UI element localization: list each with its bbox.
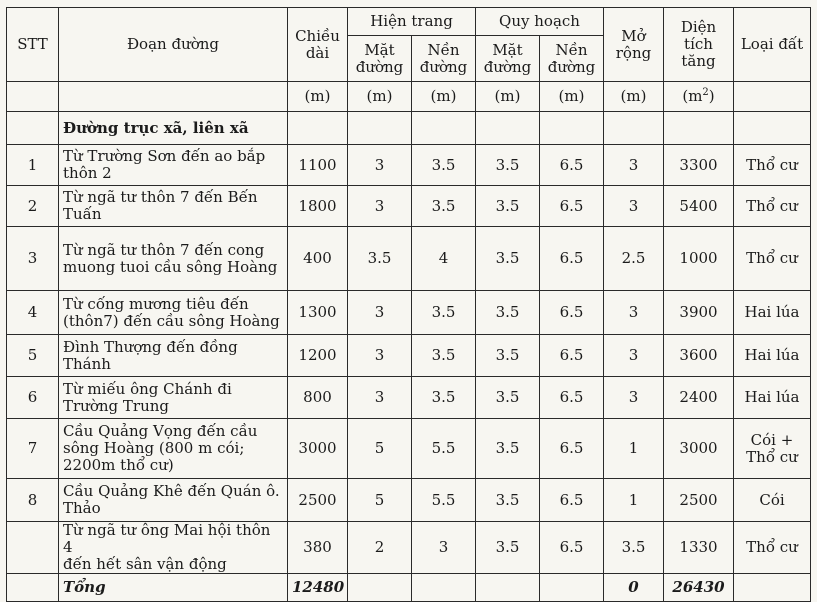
row-route: Từ cống mương tiêu đến (thôn7) đến cầu sông Hoàng — [59, 291, 288, 335]
row-current-surface: 3 — [348, 335, 412, 377]
unit-widen: (m) — [604, 82, 664, 112]
row-route: Từ miếu ông Chánh đi Trường Trung — [59, 377, 288, 419]
row-widen: 1 — [604, 479, 664, 522]
row-length: 3000 — [288, 419, 348, 479]
row-landtype: Thổ cư — [734, 145, 811, 186]
row-widen: 3 — [604, 145, 664, 186]
row-stt: 7 — [7, 419, 59, 479]
header-planning: Quy hoạch — [476, 8, 604, 36]
unit-current-base: (m) — [412, 82, 476, 112]
row-current-base: 3 — [412, 522, 476, 574]
row-current-surface: 5 — [348, 419, 412, 479]
table-row — [7, 186, 811, 227]
road-planning-table — [6, 7, 811, 602]
row-stt: 3 — [7, 227, 59, 291]
row-plan-base: 6.5 — [540, 419, 604, 479]
row-landtype: Hai lúa — [734, 377, 811, 419]
table-row — [7, 335, 811, 377]
total-length: 12480 — [288, 574, 348, 602]
row-plan-base: 6.5 — [540, 522, 604, 574]
row-current-base: 3.5 — [412, 186, 476, 227]
row-route: Từ ngã tư ông Mai hội thôn 4 đến hết sân vận động — [59, 522, 288, 574]
row-area: 2500 — [664, 479, 734, 522]
table-body — [7, 112, 811, 574]
row-length: 800 — [288, 377, 348, 419]
row-stt: 4 — [7, 291, 59, 335]
row-current-base: 3.5 — [412, 377, 476, 419]
row-plan-base: 6.5 — [540, 227, 604, 291]
row-plan-surface: 3.5 — [476, 145, 540, 186]
row-current-base: 3.5 — [412, 335, 476, 377]
row-widen: 3 — [604, 291, 664, 335]
row-length: 1800 — [288, 186, 348, 227]
row-plan-surface: 3.5 — [476, 377, 540, 419]
row-widen: 2.5 — [604, 227, 664, 291]
row-route: Cầu Quảng Vọng đến cầu sông Hoàng (800 m cói; 2200m thổ cư) — [59, 419, 288, 479]
row-area: 3000 — [664, 419, 734, 479]
row-plan-surface: 3.5 — [476, 522, 540, 574]
row-length: 1300 — [288, 291, 348, 335]
row-landtype: Hai lúa — [734, 291, 811, 335]
row-landtype: Cói + Thổ cư — [734, 419, 811, 479]
unit-length: (m) — [288, 82, 348, 112]
row-plan-base: 6.5 — [540, 291, 604, 335]
header-route: Đoạn đường — [59, 8, 288, 82]
row-plan-surface: 3.5 — [476, 419, 540, 479]
row-stt: 6 — [7, 377, 59, 419]
header-row — [7, 8, 811, 36]
subheader-current-surface: Mặt đường — [348, 36, 412, 82]
row-widen: 3 — [604, 377, 664, 419]
row-plan-surface: 3.5 — [476, 186, 540, 227]
unit-area: $(m^2)$ — [664, 82, 734, 112]
row-current-surface: 5 — [348, 479, 412, 522]
header-landtype: Loại đất — [734, 8, 811, 82]
unit-plan-surface: (m) — [476, 82, 540, 112]
row-stt: 5 — [7, 335, 59, 377]
row-landtype: Hai lúa — [734, 335, 811, 377]
table-row — [7, 145, 811, 186]
row-route: Từ ngã tư thôn 7 đến cong muong tuoi cầu sông Hoàng — [59, 227, 288, 291]
subheader-plan-base: Nền đường — [540, 36, 604, 82]
row-plan-base: 6.5 — [540, 377, 604, 419]
row-current-surface: 3 — [348, 377, 412, 419]
row-landtype: Thổ cư — [734, 227, 811, 291]
row-length: 2500 — [288, 479, 348, 522]
row-landtype: Thổ cư — [734, 522, 811, 574]
total-label: Tổng — [59, 574, 288, 602]
row-area: 1000 — [664, 227, 734, 291]
row-route: Cầu Quảng Khê đến Quán ô. Thảo — [59, 479, 288, 522]
row-widen: 1 — [604, 419, 664, 479]
row-plan-base: 6.5 — [540, 335, 604, 377]
row-current-base: 4 — [412, 227, 476, 291]
section-title: Đường trục xã, liên xã — [59, 112, 288, 145]
row-route: Từ ngã tư thôn 7 đến Bến Tuấn — [59, 186, 288, 227]
header-widen: Mở rộng — [604, 8, 664, 82]
row-plan-base: 6.5 — [540, 479, 604, 522]
header-stt: STT — [7, 8, 59, 82]
row-current-surface: 3 — [348, 145, 412, 186]
row-widen: 3 — [604, 335, 664, 377]
row-length: 400 — [288, 227, 348, 291]
row-current-base: 3.5 — [412, 145, 476, 186]
table-row — [7, 419, 811, 479]
row-current-surface: 3 — [348, 186, 412, 227]
row-plan-base: 6.5 — [540, 145, 604, 186]
row-stt: 2 — [7, 186, 59, 227]
row-current-base: 3.5 — [412, 291, 476, 335]
row-plan-surface: 3.5 — [476, 479, 540, 522]
row-area: 5400 — [664, 186, 734, 227]
table-row — [7, 291, 811, 335]
row-landtype: Cói — [734, 479, 811, 522]
row-plan-surface: 3.5 — [476, 335, 540, 377]
row-plan-base: 6.5 — [540, 186, 604, 227]
header-length: Chiều dài — [288, 8, 348, 82]
unit-empty — [7, 82, 59, 112]
section-row — [7, 112, 811, 145]
table-row — [7, 377, 811, 419]
row-widen: 3 — [604, 186, 664, 227]
unit-empty — [59, 82, 288, 112]
total-row — [7, 574, 811, 602]
row-current-surface: 2 — [348, 522, 412, 574]
row-route: Từ Trường Sơn đến ao bắp thôn 2 — [59, 145, 288, 186]
row-route: Đình Thượng đến đồng Thánh — [59, 335, 288, 377]
row-current-base: 5.5 — [412, 479, 476, 522]
row-current-surface: 3.5 — [348, 227, 412, 291]
subheader-plan-surface: Mặt đường — [476, 36, 540, 82]
table-row — [7, 479, 811, 522]
unit-current-surface: (m) — [348, 82, 412, 112]
row-plan-surface: 3.5 — [476, 227, 540, 291]
row-area: 3300 — [664, 145, 734, 186]
row-area: 3900 — [664, 291, 734, 335]
subheader-current-base: Nền đường — [412, 36, 476, 82]
total-widen: 0 — [604, 574, 664, 602]
table-row — [7, 522, 811, 574]
unit-plan-base: (m) — [540, 82, 604, 112]
row-landtype: Thổ cư — [734, 186, 811, 227]
row-current-surface: 3 — [348, 291, 412, 335]
row-area: 1330 — [664, 522, 734, 574]
row-widen: 3.5 — [604, 522, 664, 574]
header-area: Diện tích tăng — [664, 8, 734, 82]
row-stt: 8 — [7, 479, 59, 522]
row-length: 380 — [288, 522, 348, 574]
total-area: 26430 — [664, 574, 734, 602]
row-current-base: 5.5 — [412, 419, 476, 479]
row-area: 3600 — [664, 335, 734, 377]
row-area: 2400 — [664, 377, 734, 419]
row-length: 1100 — [288, 145, 348, 186]
header-current-status: Hiện trang — [348, 8, 476, 36]
row-plan-surface: 3.5 — [476, 291, 540, 335]
row-length: 1200 — [288, 335, 348, 377]
table-row — [7, 227, 811, 291]
unit-empty — [734, 82, 811, 112]
units-row — [7, 82, 811, 112]
row-stt: 1 — [7, 145, 59, 186]
row-stt — [7, 522, 59, 574]
